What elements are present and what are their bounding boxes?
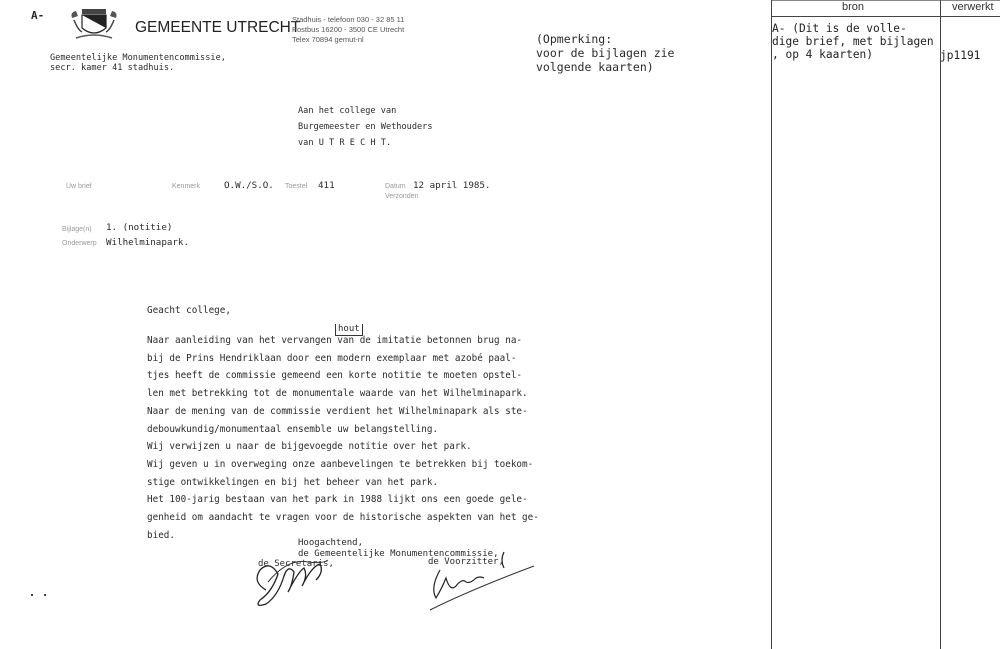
addressee-line: Burgemeester en Wethouders xyxy=(298,122,433,132)
address-line: Stadhuis - telefoon 030 - 32 85 11 xyxy=(292,15,405,24)
body-line: bied. xyxy=(147,529,175,541)
body-line: len met betrekking tot de monumentale waarde van het Wilhelminapark. xyxy=(147,388,528,400)
datum-label: Datum xyxy=(385,183,406,190)
panel-column-rule xyxy=(940,0,941,649)
verzonden-label: Verzonden xyxy=(385,193,419,200)
body-line: Wij geven u in overweging onze aanbevelingen te betrekken bij toekom- xyxy=(147,458,534,470)
sender-block xyxy=(50,53,226,73)
letterhead-address xyxy=(292,15,404,45)
card-note xyxy=(536,32,674,74)
panel-header-rule xyxy=(771,16,1000,17)
body-line: Naar aanleiding van het vervangen van de imitatie betonnen brug na- xyxy=(147,335,523,346)
address-line: Postbus 16200 - 3500 CE Utrecht xyxy=(292,25,405,34)
body-line: tjes heeft de commissie gemeend een korte notitie te moeten opstel- xyxy=(147,370,523,382)
closing-line: de Gemeentelijke Monumentencommissie, xyxy=(298,549,499,559)
toestel-value: 411 xyxy=(318,180,335,191)
note-line: (Opmerking: xyxy=(536,32,613,46)
bron-line: , op 4 kaarten) xyxy=(772,48,874,61)
uw-brief-label: Uw brief xyxy=(66,183,92,190)
body-line: genheid om aandacht te vragen voor de historische aspekten van het ge- xyxy=(147,512,539,524)
panel-left-rule xyxy=(771,0,772,649)
addressee-block xyxy=(298,103,433,151)
card-marker: A- xyxy=(31,9,45,22)
chairman-signature-icon xyxy=(420,548,540,614)
letter-body xyxy=(147,332,539,544)
body-line: bij de Prins Hendriklaan door een modern exemplaar met azobé paal- xyxy=(147,352,517,364)
body-line: stige ontwikkelingen en bij het beheer van het park. xyxy=(147,476,439,488)
kenmerk-label: Kenmerk xyxy=(172,183,201,190)
stray-mark xyxy=(44,594,46,596)
body-line: Naar de mening van de commissie verdient het Wilhelminapark als ste- xyxy=(147,405,528,417)
closing-line: Hoogachtend, xyxy=(298,538,364,548)
kenmerk-value: O.W./S.O. xyxy=(224,180,274,191)
bron-line: dige brief, met bijlagen xyxy=(772,35,934,48)
municipality-name: GEMEENTE UTRECHT xyxy=(135,19,301,36)
bron-entry xyxy=(772,22,934,61)
secretary-signature-icon xyxy=(248,552,338,610)
address-line: Telex 70894 gemut-nl xyxy=(292,35,364,44)
bron-column-header: bron xyxy=(842,1,865,13)
sender-line: secr. kamer 41 stadhuis. xyxy=(50,63,175,73)
body-line: Wij verwijzen u naar de bijgevoegde notitie over het park. xyxy=(147,441,472,453)
note-line: volgende kaarten) xyxy=(536,60,654,74)
toestel-label: Toestel xyxy=(285,183,308,190)
secretaris-label: de Secretaris, xyxy=(258,559,334,569)
handwritten-insertion: hout xyxy=(335,324,363,336)
verwerkt-entry: jp1191 xyxy=(940,49,981,62)
bijlage-value: 1. (notitie) xyxy=(106,222,173,233)
coat-of-arms-icon xyxy=(68,8,120,42)
addressee-line: van U T R E C H T. xyxy=(298,138,392,148)
addressee-line: Aan het college van xyxy=(298,106,397,116)
stray-mark xyxy=(31,594,33,596)
voorzitter-label: de Voorzitter, xyxy=(428,557,504,567)
onderwerp-label: Onderwerp xyxy=(62,240,97,247)
body-line: debouwkundig/monumentaal ensemble uw belangstelling. xyxy=(147,423,439,435)
salutation: Geacht college, xyxy=(147,305,231,316)
bijlage-label: Bijlage(n) xyxy=(62,226,92,233)
note-line: voor de bijlagen zie xyxy=(536,46,675,60)
verwerkt-column-header: verwerkt xyxy=(952,1,994,13)
datum-value: 12 april 1985. xyxy=(413,180,491,191)
sender-line: Gemeentelijke Monumentencommissie, xyxy=(50,53,226,63)
body-line: Het 100-jarig bestaan van het park in 1988 lijkt ons een goede gele- xyxy=(147,494,528,506)
bron-line: A- (Dit is de volle- xyxy=(772,22,907,35)
onderwerp-value: Wilhelminapark. xyxy=(106,237,189,248)
